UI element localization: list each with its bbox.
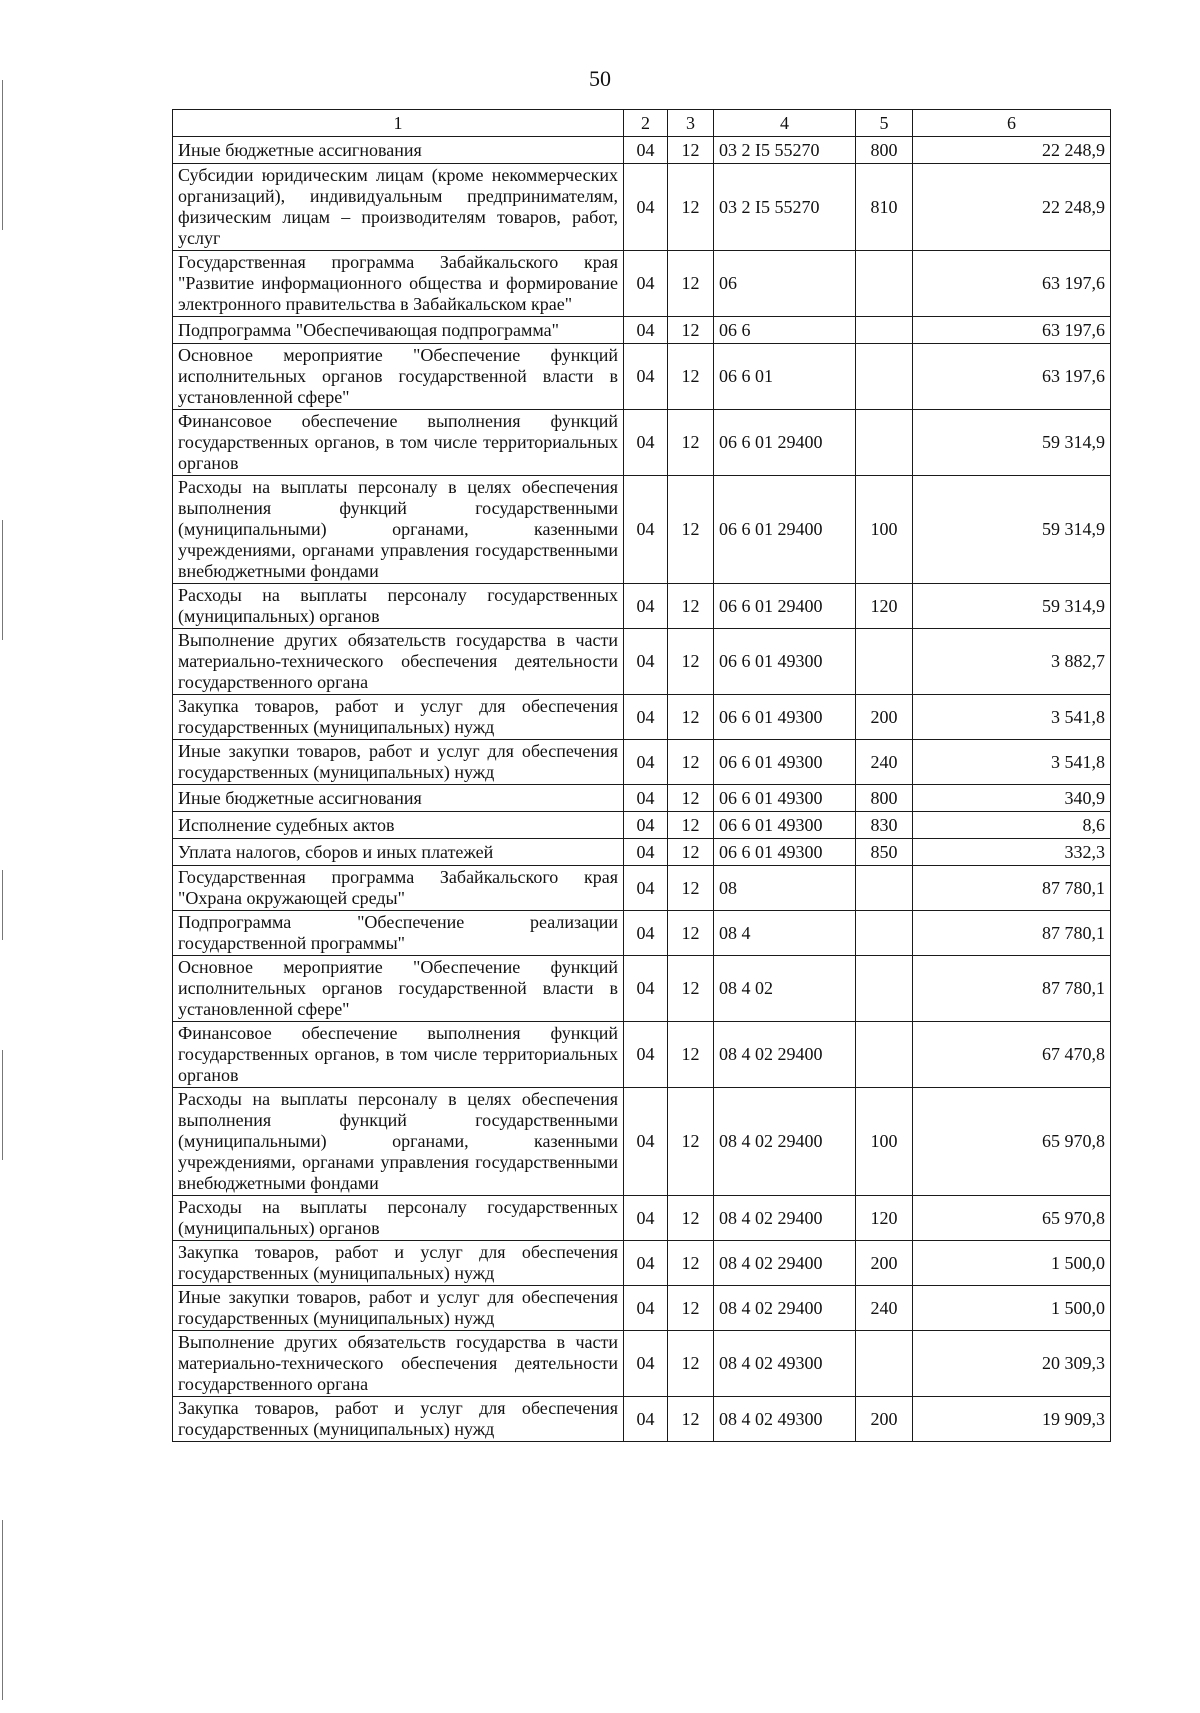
table-row (173, 1088, 1111, 1196)
target-article-cell: 08 4 02 29400 (714, 1241, 856, 1286)
subsection-code-cell: 12 (668, 956, 714, 1022)
expense-type-cell: 100 (856, 476, 913, 584)
subsection-code-cell: 12 (668, 1022, 714, 1088)
subsection-code-cell: 12 (668, 1286, 714, 1331)
subsection-code-cell: 12 (668, 812, 714, 839)
section-code-cell: 04 (624, 911, 668, 956)
target-article-cell: 06 6 01 29400 (714, 410, 856, 476)
section-code-cell: 04 (624, 137, 668, 164)
expense-name-cell: Основное мероприятие "Обеспечение функций исполнительных органов государственной власти в установленной сфере" (173, 956, 624, 1022)
subsection-code-cell: 12 (668, 317, 714, 344)
amount-cell: 1 500,0 (913, 1286, 1111, 1331)
amount-cell: 67 470,8 (913, 1022, 1111, 1088)
amount-cell: 59 314,9 (913, 410, 1111, 476)
amount-cell: 63 197,6 (913, 317, 1111, 344)
table-header (173, 110, 1111, 137)
expense-name-cell: Иные бюджетные ассигнования (173, 137, 624, 164)
subsection-code-cell: 12 (668, 251, 714, 317)
target-article-cell: 08 4 02 29400 (714, 1286, 856, 1331)
expense-type-cell: 850 (856, 839, 913, 866)
expense-name-cell: Государственная программа Забайкальского края "Охрана окружающей среды" (173, 866, 624, 911)
target-article-cell: 03 2 I5 55270 (714, 164, 856, 251)
table-row (173, 317, 1111, 344)
subsection-code-cell: 12 (668, 695, 714, 740)
target-article-cell: 08 4 02 29400 (714, 1022, 856, 1088)
section-code-cell: 04 (624, 740, 668, 785)
section-code-cell: 04 (624, 164, 668, 251)
expense-name-cell: Расходы на выплаты персоналу в целях обеспечения выполнения функций государственными (муниципальными) органами, казенными учреждениями, органами управления государственными внебюджетными фондами (173, 476, 624, 584)
table-row (173, 251, 1111, 317)
expense-name-cell: Подпрограмма "Обеспечение реализации государственной программы" (173, 911, 624, 956)
expense-type-cell (856, 1331, 913, 1397)
expense-type-cell: 200 (856, 1397, 913, 1442)
target-article-cell: 06 6 01 49300 (714, 839, 856, 866)
expense-name-cell: Подпрограмма "Обеспечивающая подпрограмма" (173, 317, 624, 344)
amount-cell: 63 197,6 (913, 251, 1111, 317)
target-article-cell: 08 (714, 866, 856, 911)
target-article-cell: 08 4 02 49300 (714, 1397, 856, 1442)
target-article-cell: 06 6 (714, 317, 856, 344)
section-code-cell: 04 (624, 866, 668, 911)
expense-type-cell: 810 (856, 164, 913, 251)
scan-margin-line (2, 80, 3, 230)
expense-type-cell (856, 1022, 913, 1088)
column-header: 3 (668, 110, 714, 137)
target-article-cell: 06 6 01 49300 (714, 740, 856, 785)
section-code-cell: 04 (624, 956, 668, 1022)
expense-name-cell: Расходы на выплаты персоналу государственных (муниципальных) органов (173, 1196, 624, 1241)
table-row (173, 812, 1111, 839)
table-row (173, 629, 1111, 695)
subsection-code-cell: 12 (668, 1088, 714, 1196)
section-code-cell: 04 (624, 410, 668, 476)
amount-cell: 65 970,8 (913, 1196, 1111, 1241)
subsection-code-cell: 12 (668, 1241, 714, 1286)
expense-type-cell: 830 (856, 812, 913, 839)
amount-cell: 19 909,3 (913, 1397, 1111, 1442)
amount-cell: 22 248,9 (913, 137, 1111, 164)
target-article-cell: 06 6 01 29400 (714, 584, 856, 629)
target-article-cell: 06 6 01 49300 (714, 629, 856, 695)
subsection-code-cell: 12 (668, 164, 714, 251)
target-article-cell: 08 4 02 29400 (714, 1088, 856, 1196)
expense-type-cell: 200 (856, 1241, 913, 1286)
subsection-code-cell: 12 (668, 629, 714, 695)
section-code-cell: 04 (624, 344, 668, 410)
expense-name-cell: Выполнение других обязательств государства в части материально-технического обеспечения деятельности государственного органа (173, 629, 624, 695)
amount-cell: 1 500,0 (913, 1241, 1111, 1286)
amount-cell: 3 541,8 (913, 695, 1111, 740)
target-article-cell: 08 4 (714, 911, 856, 956)
expense-name-cell: Закупка товаров, работ и услуг для обеспечения государственных (муниципальных) нужд (173, 1241, 624, 1286)
target-article-cell: 06 6 01 29400 (714, 476, 856, 584)
amount-cell: 8,6 (913, 812, 1111, 839)
scan-margin-line (2, 520, 3, 640)
amount-cell: 332,3 (913, 839, 1111, 866)
subsection-code-cell: 12 (668, 839, 714, 866)
section-code-cell: 04 (624, 317, 668, 344)
amount-cell: 87 780,1 (913, 956, 1111, 1022)
table-row (173, 956, 1111, 1022)
expense-name-cell: Исполнение судебных актов (173, 812, 624, 839)
subsection-code-cell: 12 (668, 740, 714, 785)
target-article-cell: 06 (714, 251, 856, 317)
amount-cell: 340,9 (913, 785, 1111, 812)
subsection-code-cell: 12 (668, 1331, 714, 1397)
table-row (173, 740, 1111, 785)
table-header-row (173, 110, 1111, 137)
subsection-code-cell: 12 (668, 137, 714, 164)
expense-name-cell: Иные закупки товаров, работ и услуг для обеспечения государственных (муниципальных) нужд (173, 1286, 624, 1331)
amount-cell: 22 248,9 (913, 164, 1111, 251)
amount-cell: 20 309,3 (913, 1331, 1111, 1397)
target-article-cell: 03 2 I5 55270 (714, 137, 856, 164)
column-header: 2 (624, 110, 668, 137)
subsection-code-cell: 12 (668, 785, 714, 812)
column-header: 6 (913, 110, 1111, 137)
expense-name-cell: Финансовое обеспечение выполнения функций государственных органов, в том числе территориальных органов (173, 1022, 624, 1088)
scan-margin-line (2, 870, 3, 940)
table-row (173, 695, 1111, 740)
scan-margin-line (2, 1050, 3, 1160)
expense-type-cell: 240 (856, 1286, 913, 1331)
column-header: 1 (173, 110, 624, 137)
table-row (173, 137, 1111, 164)
expense-name-cell: Уплата налогов, сборов и иных платежей (173, 839, 624, 866)
section-code-cell: 04 (624, 1196, 668, 1241)
expense-type-cell (856, 317, 913, 344)
expense-name-cell: Расходы на выплаты персоналу государственных (муниципальных) органов (173, 584, 624, 629)
table-row (173, 1241, 1111, 1286)
subsection-code-cell: 12 (668, 866, 714, 911)
section-code-cell: 04 (624, 1022, 668, 1088)
section-code-cell: 04 (624, 812, 668, 839)
expense-name-cell: Закупка товаров, работ и услуг для обеспечения государственных (муниципальных) нужд (173, 1397, 624, 1442)
expense-type-cell: 100 (856, 1088, 913, 1196)
expense-type-cell (856, 911, 913, 956)
column-header: 4 (714, 110, 856, 137)
table-row (173, 410, 1111, 476)
target-article-cell: 06 6 01 49300 (714, 812, 856, 839)
target-article-cell: 08 4 02 (714, 956, 856, 1022)
expense-name-cell: Финансовое обеспечение выполнения функций государственных органов, в том числе территориальных органов (173, 410, 624, 476)
page-number: 50 (589, 66, 611, 91)
table-row (173, 1286, 1111, 1331)
expense-name-cell: Расходы на выплаты персоналу в целях обеспечения выполнения функций государственными (муниципальными) органами, казенными учреждениями, органами управления государственными внебюджетными фондами (173, 1088, 624, 1196)
amount-cell: 65 970,8 (913, 1088, 1111, 1196)
expense-type-cell (856, 629, 913, 695)
section-code-cell: 04 (624, 1241, 668, 1286)
section-code-cell: 04 (624, 695, 668, 740)
table-row (173, 584, 1111, 629)
expense-name-cell: Закупка товаров, работ и услуг для обеспечения государственных (муниципальных) нужд (173, 695, 624, 740)
table-row (173, 911, 1111, 956)
section-code-cell: 04 (624, 1088, 668, 1196)
table-body (173, 137, 1111, 1442)
target-article-cell: 08 4 02 29400 (714, 1196, 856, 1241)
expense-type-cell (856, 410, 913, 476)
table-row (173, 866, 1111, 911)
section-code-cell: 04 (624, 785, 668, 812)
target-article-cell: 06 6 01 (714, 344, 856, 410)
amount-cell: 87 780,1 (913, 911, 1111, 956)
subsection-code-cell: 12 (668, 1196, 714, 1241)
expense-name-cell: Основное мероприятие "Обеспечение функций исполнительных органов государственной власти в установленной сфере" (173, 344, 624, 410)
expense-type-cell (856, 956, 913, 1022)
target-article-cell: 06 6 01 49300 (714, 785, 856, 812)
table-row (173, 1196, 1111, 1241)
target-article-cell: 08 4 02 49300 (714, 1331, 856, 1397)
expense-name-cell: Субсидии юридическим лицам (кроме некоммерческих организаций), индивидуальным предпринимателям, физическим лицам – производителям товаров, работ, услуг (173, 164, 624, 251)
subsection-code-cell: 12 (668, 1397, 714, 1442)
expense-type-cell: 240 (856, 740, 913, 785)
section-code-cell: 04 (624, 629, 668, 695)
amount-cell: 63 197,6 (913, 344, 1111, 410)
column-header: 5 (856, 110, 913, 137)
expense-type-cell: 800 (856, 137, 913, 164)
amount-cell: 87 780,1 (913, 866, 1111, 911)
expense-type-cell: 120 (856, 1196, 913, 1241)
section-code-cell: 04 (624, 476, 668, 584)
expense-type-cell: 800 (856, 785, 913, 812)
section-code-cell: 04 (624, 251, 668, 317)
section-code-cell: 04 (624, 1397, 668, 1442)
table-row (173, 1331, 1111, 1397)
table-row (173, 785, 1111, 812)
amount-cell: 3 882,7 (913, 629, 1111, 695)
budget-table (172, 109, 1111, 1442)
subsection-code-cell: 12 (668, 476, 714, 584)
subsection-code-cell: 12 (668, 410, 714, 476)
target-article-cell: 06 6 01 49300 (714, 695, 856, 740)
amount-cell: 59 314,9 (913, 584, 1111, 629)
table-row (173, 1022, 1111, 1088)
section-code-cell: 04 (624, 584, 668, 629)
expense-type-cell: 120 (856, 584, 913, 629)
section-code-cell: 04 (624, 1331, 668, 1397)
subsection-code-cell: 12 (668, 344, 714, 410)
expense-name-cell: Выполнение других обязательств государства в части материально-технического обеспечения деятельности государственного органа (173, 1331, 624, 1397)
subsection-code-cell: 12 (668, 584, 714, 629)
expense-name-cell: Государственная программа Забайкальского края "Развитие информационного общества и формирование электронного правительства в Забайкальском крае" (173, 251, 624, 317)
expense-type-cell: 200 (856, 695, 913, 740)
expense-name-cell: Иные бюджетные ассигнования (173, 785, 624, 812)
table-row (173, 344, 1111, 410)
subsection-code-cell: 12 (668, 911, 714, 956)
expense-type-cell (856, 344, 913, 410)
section-code-cell: 04 (624, 1286, 668, 1331)
table-row (173, 164, 1111, 251)
table-row (173, 476, 1111, 584)
scan-margin-line (2, 1520, 3, 1700)
table-row (173, 1397, 1111, 1442)
expense-name-cell: Иные закупки товаров, работ и услуг для обеспечения государственных (муниципальных) нужд (173, 740, 624, 785)
amount-cell: 3 541,8 (913, 740, 1111, 785)
expense-type-cell (856, 866, 913, 911)
expense-type-cell (856, 251, 913, 317)
table-row (173, 839, 1111, 866)
amount-cell: 59 314,9 (913, 476, 1111, 584)
section-code-cell: 04 (624, 839, 668, 866)
